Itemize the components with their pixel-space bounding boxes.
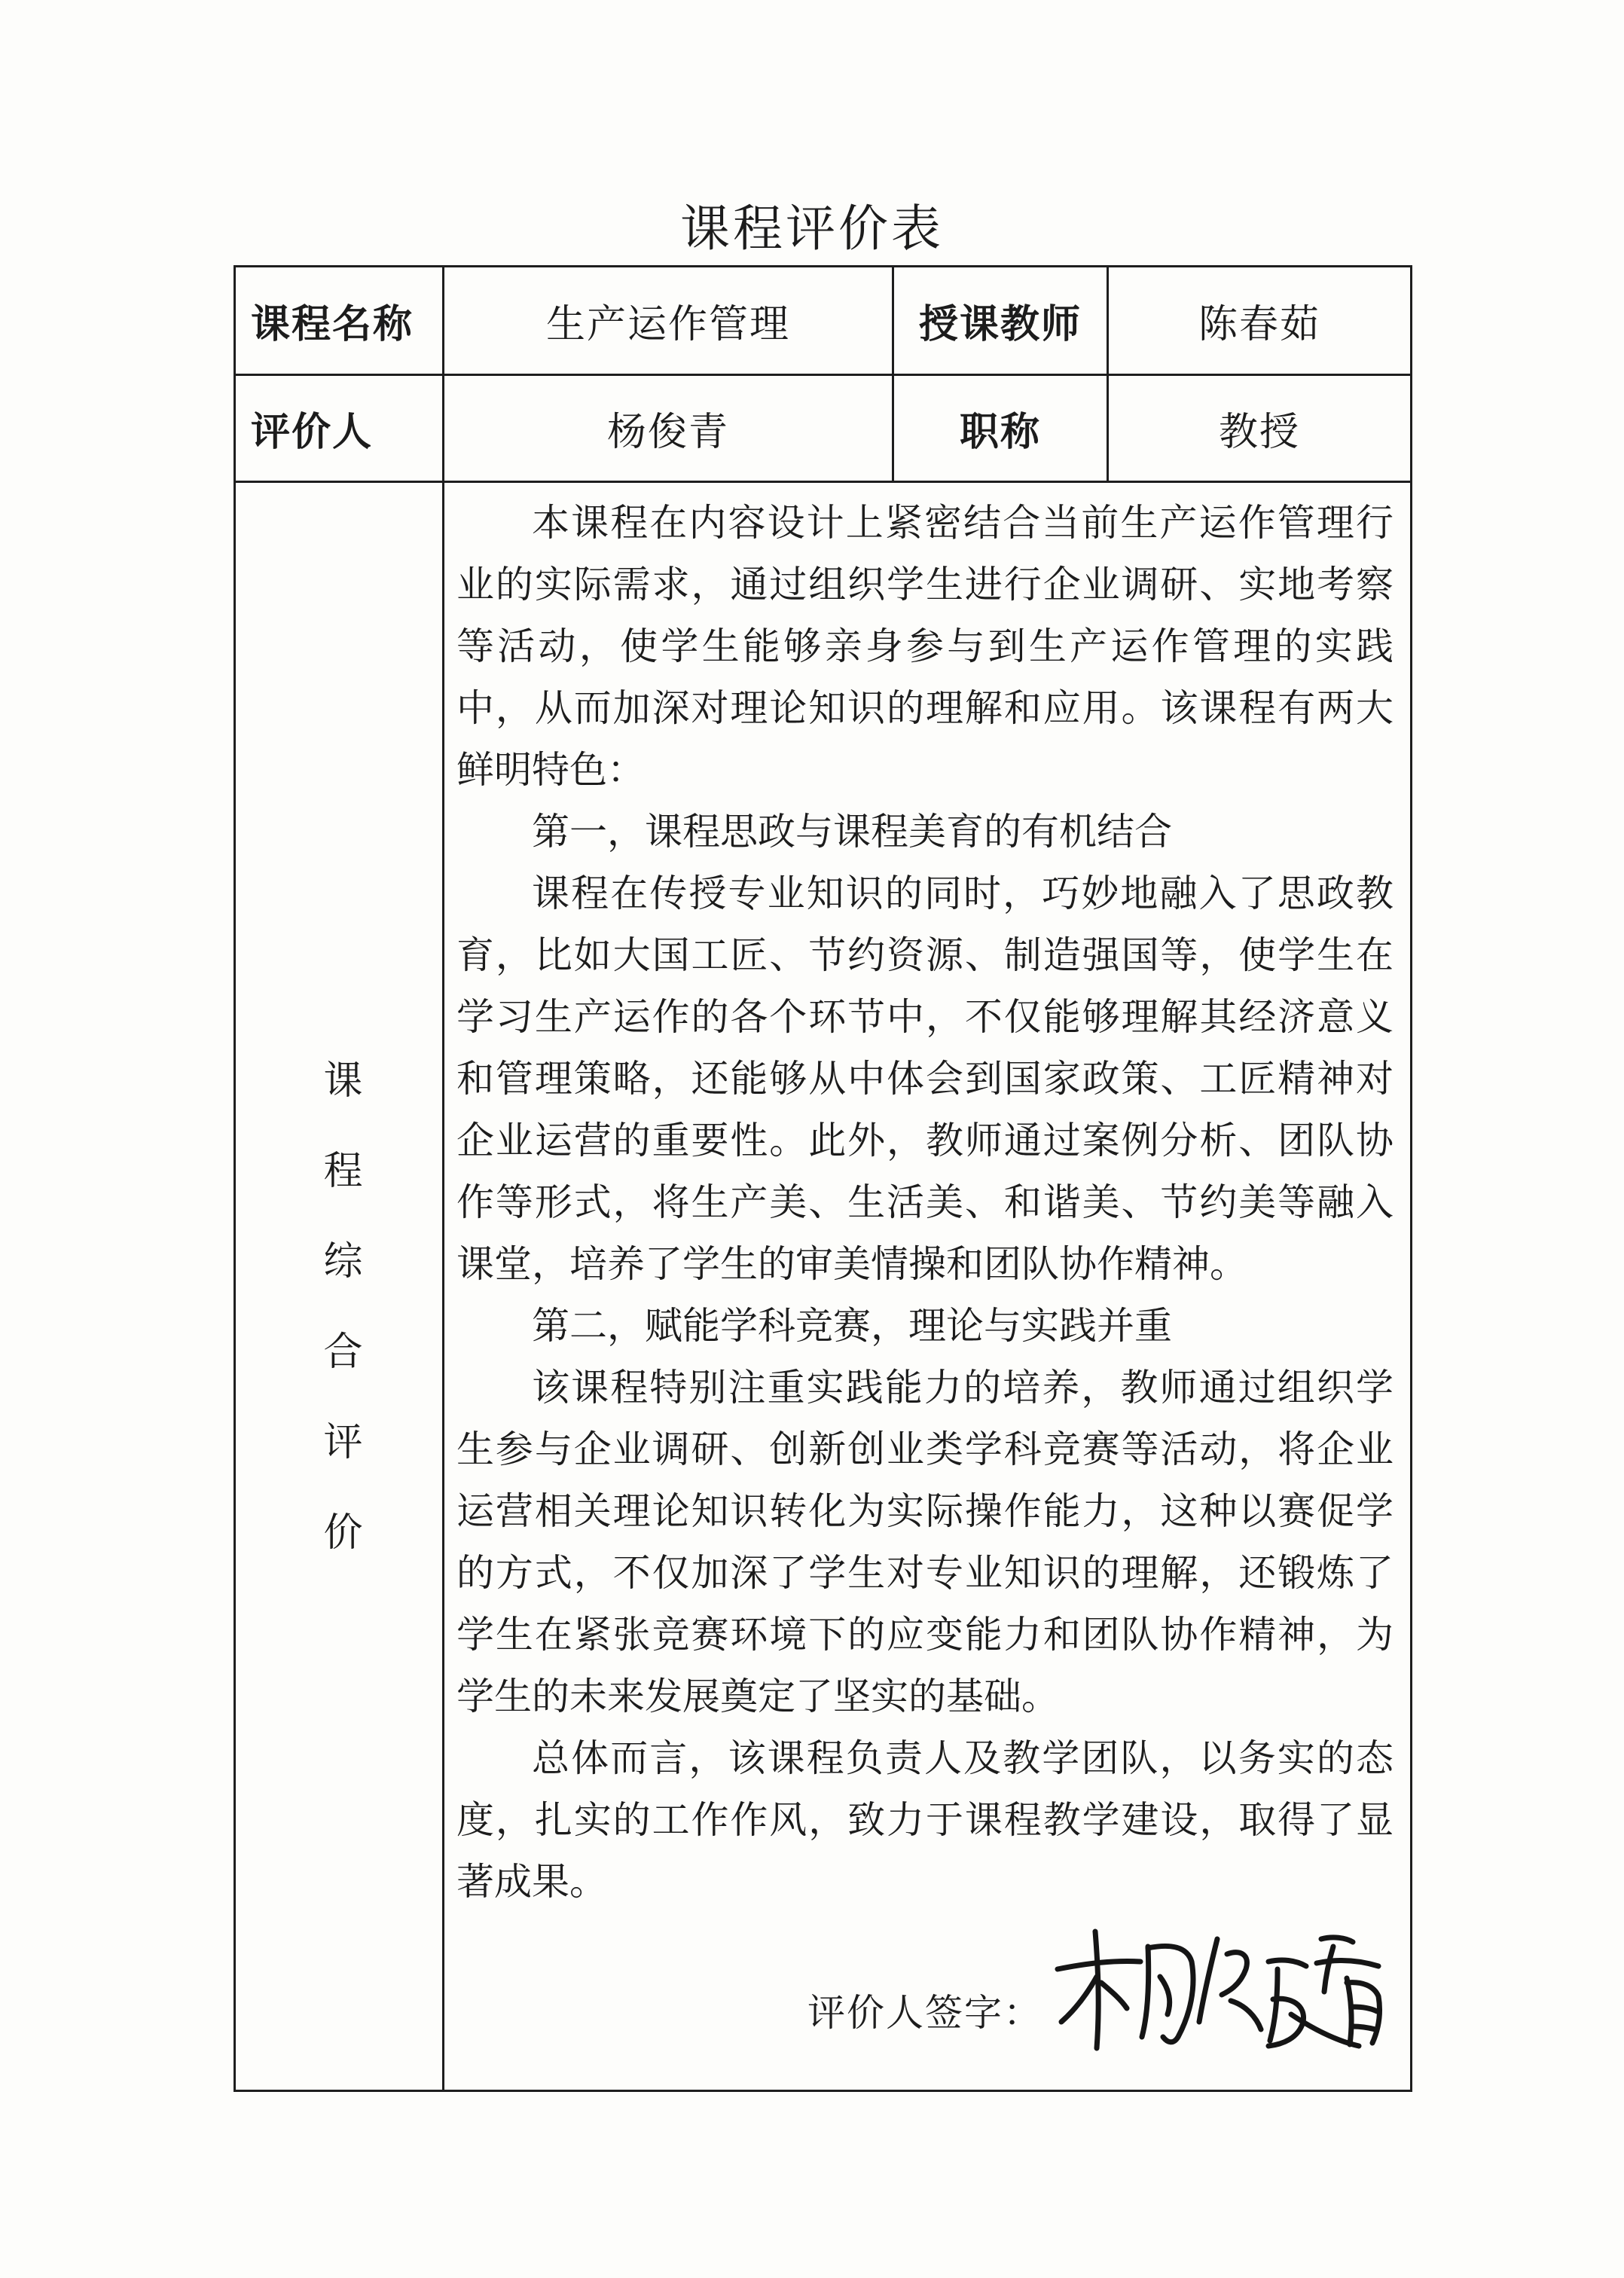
teacher-label: 授课教师	[893, 267, 1108, 375]
signature-row	[807, 1916, 1397, 2060]
evaluation-table	[234, 265, 1412, 2092]
table-row-course	[235, 267, 1412, 375]
evaluation-content-cell	[444, 482, 1412, 2091]
course-name-value: 生产运作管理	[444, 267, 893, 375]
overall-evaluation-label: 课程综合评价	[316, 1058, 362, 1602]
evaluator-label: 评价人	[235, 375, 444, 482]
table-row-evaluation	[235, 482, 1412, 2091]
evaluator-value: 杨俊青	[444, 375, 893, 482]
handwritten-signature	[1042, 1916, 1397, 2060]
teacher-value: 陈春茹	[1108, 267, 1412, 375]
course-name-label: 课程名称	[235, 267, 444, 375]
evaluation-text	[444, 483, 1410, 1913]
overall-evaluation-label-cell	[235, 482, 444, 2091]
evaluation-paragraph: 第一，课程思政与课程美育的有机结合	[532, 810, 1172, 853]
page-title: 课程评价表	[680, 200, 944, 258]
rank-label: 职称	[893, 375, 1108, 482]
evaluation-paragraph: 课程在传授专业知识的同时，巧妙地融入了思政教育，比如大国工匠、节约资源、制造强国等，使学生在学习生产运作的各个环节中，不仅能够理解其经济意义和管理策略，还能够从中体会到国家政策、工匠精神对企业运营的重要性。此外，教师通过案例分析、团队协作等形式，将生产美、生活美、和谐美、节约美等融入课堂，培养了学生的审美情操和团队协作精神。	[456, 872, 1394, 1286]
evaluation-paragraph: 本课程在内容设计上紧密结合当前生产运作管理行业的实际需求，通过组织学生进行企业调研、实地考察等活动，使学生能够亲身参与到生产运作管理的实践中，从而加深对理论知识的理解和应用。该课程有两大鲜明特色：	[456, 501, 1394, 792]
rank-value: 教授	[1108, 375, 1412, 482]
signature-label: 评价人签字：	[807, 1991, 1042, 2035]
table-row-evaluator	[235, 375, 1412, 482]
evaluation-paragraph: 该课程特别注重实践能力的培养，教师通过组织学生参与企业调研、创新创业类学科竞赛等活动，将企业运营相关理论知识转化为实际操作能力，这种以赛促学的方式，不仅加深了学生对专业知识的理解，还锻炼了学生在紧张竞赛环境下的应变能力和团队协作精神，为学生的未来发展奠定了坚实的基础。	[456, 1366, 1394, 1718]
evaluation-paragraph: 第二，赋能学科竞赛，理论与实践并重	[532, 1304, 1172, 1348]
evaluation-paragraph: 总体而言，该课程负责人及教学团队，以务实的态度，扎实的工作作风，致力于课程教学建设，取得了显著成果。	[456, 1736, 1394, 1904]
